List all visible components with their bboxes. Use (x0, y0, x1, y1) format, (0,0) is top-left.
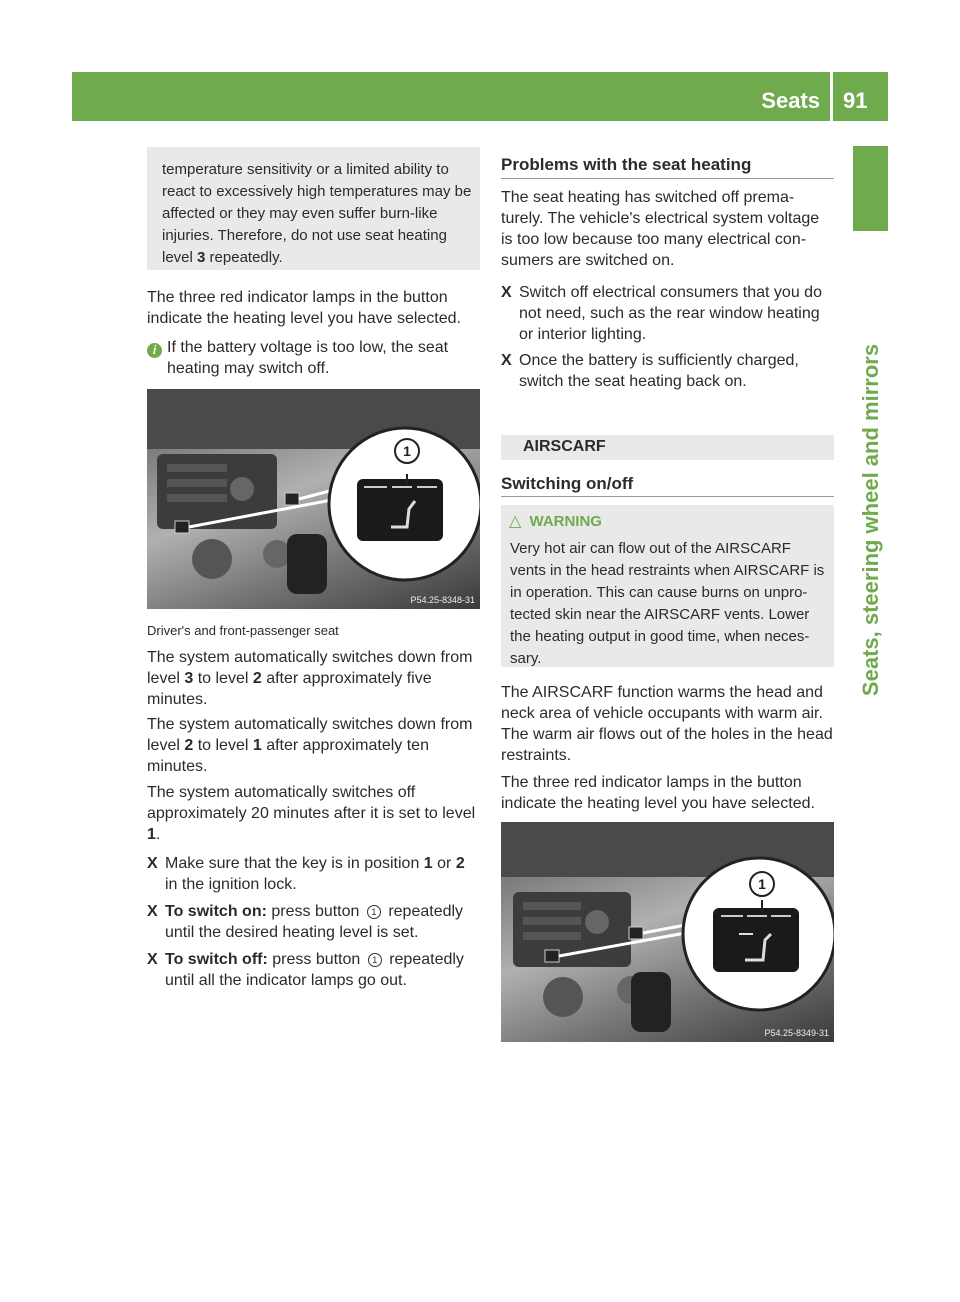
photo2-code: P54.25-8349-31 (764, 1028, 829, 1038)
paragraph-auto-off: The system automatically switches off approximately 20 minutes after it is set to level 1. (147, 784, 476, 843)
section-band: AIRSCARF (501, 435, 834, 460)
side-chapter-label: Seats, steering wheel and mirrors (857, 343, 883, 697)
bullet-key-position: X Make sure that the key is in position 1 or 2 in the ignition lock. (147, 855, 465, 893)
paragraph-switched-off: The seat heating has switched off prema-turely. The vehicle's electrical system voltage is too low because too many electrical con-sumers are switched on. (501, 189, 820, 269)
bullet-switch-off-consumers: X Switch off electrical consumers that you do not need, such as the rear window heating or interior lighting. (501, 284, 822, 343)
note-box-text: temperature sensitivity or a limited ability to react to excessively high temperatures may be affected or they may even suffer burn-like injuries. Therefore, do not use seat heating level 3 repeatedly. (162, 161, 472, 266)
photo2-callout: 1 (758, 876, 766, 892)
warning-box (501, 505, 834, 667)
heading-rule (501, 178, 834, 179)
info-icon: i (147, 343, 162, 358)
bullet-arrow-icon: X (501, 352, 512, 369)
photo1-code: P54.25-8348-31 (410, 595, 475, 605)
paragraph-indicator-lamps-2: The three red indicator lamps in the button indicate the heating level you have selected. (501, 774, 815, 812)
paragraph-level3-to-2: The system automatically switches down from level 3 to level 2 after approximately five minutes. (147, 649, 473, 708)
button-callout-icon: 1 (368, 953, 382, 967)
bullet-arrow-icon: X (147, 951, 158, 968)
heading-rule (501, 496, 834, 497)
paragraph-indicator-lamps: The three red indicator lamps in the button indicate the heating level you have selected. (147, 289, 461, 327)
bullet-battery-charged: X Once the battery is sufficiently charged, switch the seat heating back on. (501, 352, 799, 390)
bullet-switch-on: X To switch on: press button 1 repeatedly until the desired heating level is set. (147, 903, 464, 941)
paragraph-airscarf-function: The AIRSCARF function warms the head and neck area of vehicle occupants with warm air. The warm air flows out of the holes in the head restraints. (501, 684, 833, 764)
photo-caption: Driver's and front-passenger seat (147, 623, 339, 638)
photo-seat-heating-buttons (147, 389, 480, 609)
warning-text: Very hot air can flow out of the AIRSCARF vents in the head restraints when AIRSCARF is in operation. This can cause burns on unpro-tected skin near the AIRSCARF vents. Lower the heating output in good time, when neces-sary. (510, 540, 825, 667)
photo-airscarf-button (501, 822, 834, 1042)
bullet-arrow-icon: X (147, 903, 158, 920)
bullet-arrow-icon: X (501, 284, 512, 301)
header-section-title: Seats (761, 88, 820, 113)
info-note: i If the battery voltage is too low, the seat heating may switch off. (147, 337, 480, 379)
header-divider (830, 72, 833, 121)
photo1-callout: 1 (403, 443, 411, 459)
heading-problems-seat-heating: Problems with the seat heating (501, 155, 752, 174)
bullet-arrow-icon: X (147, 855, 158, 872)
warning-triangle-icon: △ (509, 513, 522, 530)
heading-switching-on-off: Switching on/off (501, 474, 634, 493)
paragraph-level2-to-1: The system automatically switches down from level 2 to level 1 after approximately ten minutes. (147, 716, 473, 775)
button-callout-icon: 1 (367, 905, 381, 919)
warning-title: WARNING (529, 513, 602, 530)
page-number: 91 (843, 88, 868, 113)
bullet-switch-off: X To switch off: press button 1 repeatedly until all the indicator lamps go out. (147, 951, 464, 989)
side-tab-marker (853, 146, 888, 231)
